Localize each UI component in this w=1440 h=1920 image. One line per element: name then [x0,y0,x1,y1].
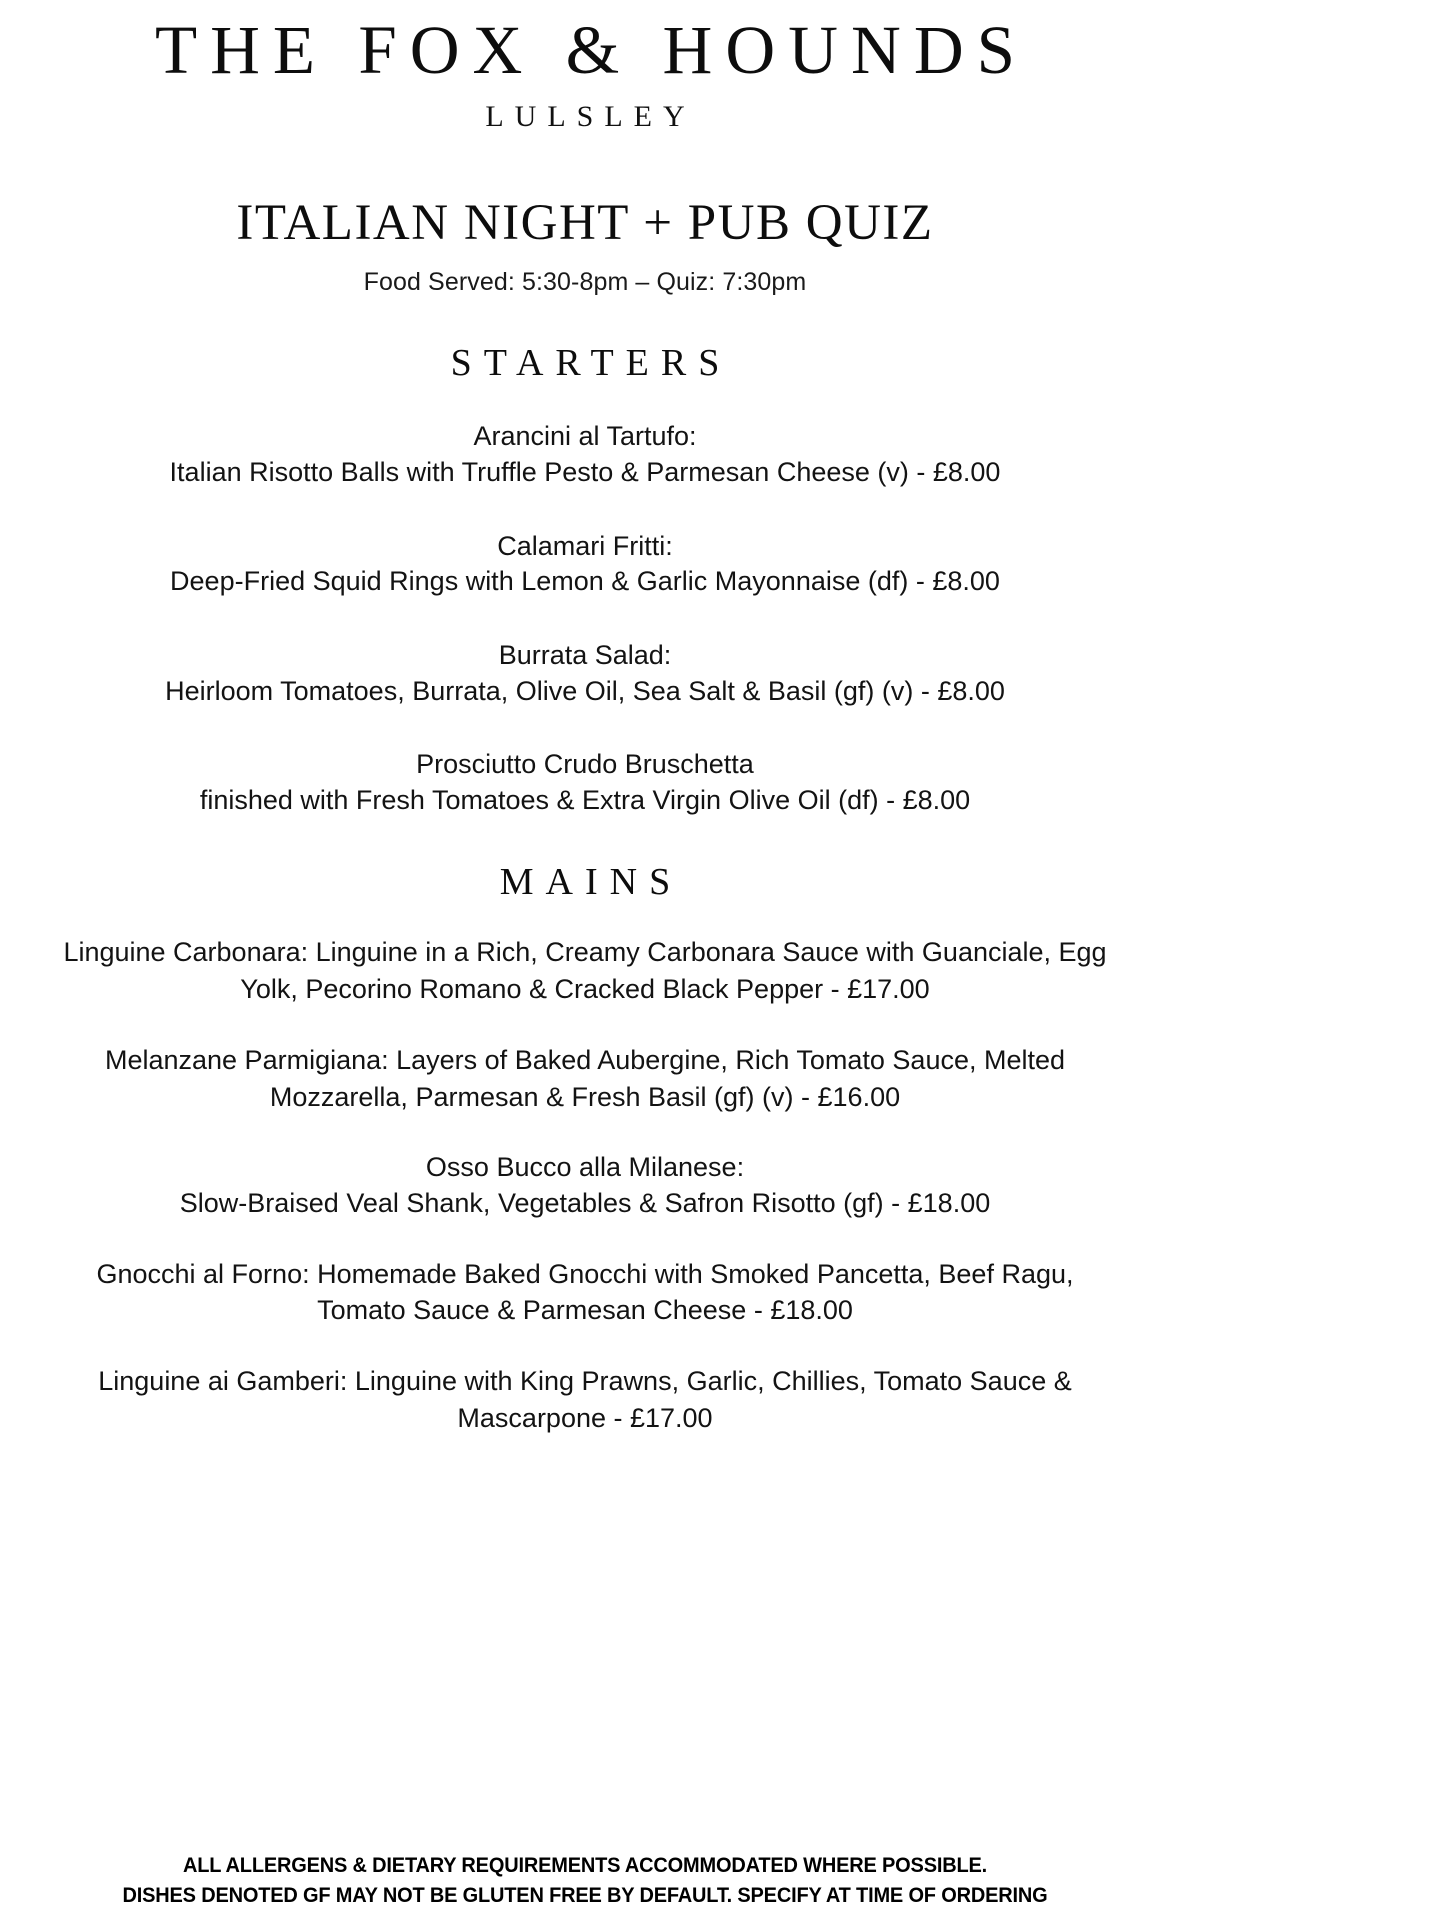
masthead [36,14,1134,134]
section-heading-mains: MAINS [499,861,683,904]
menu-item-description: Slow-Braised Veal Shank, Vegetables & Safron Risotto (gf) - £18.00 [179,1188,991,1219]
menu-item [36,1149,1134,1221]
menu-item [36,419,1134,490]
menu-item-name: Osso Bucco alla Milanese: [425,1152,745,1183]
menu-item [36,1042,1134,1115]
menu-item [36,747,1134,818]
disclaimer-line-allergens: ALL ALLERGENS & DIETARY REQUIREMENTS ACCOMMODATED WHERE POSSIBLE. [182,1852,988,1877]
menu-item-name: Burrata Salad: [498,639,672,670]
menu-item-text: Gnocchi al Forno: Homemade Baked Gnocchi with Smoked Pancetta, Beef Ragu, Tomato Sauce & Parmesan Cheese - £18.00 [96,1258,1074,1326]
event-times: Food Served: 5:30-8pm – Quiz: 7:30pm [363,268,807,297]
disclaimer-line-gluten: DISHES DENOTED GF MAY NOT BE GLUTEN FREE BY DEFAULT. SPECIFY AT TIME OF ORDERING [122,1882,1048,1907]
starters-item-list [36,419,1134,818]
menu-item [36,1256,1134,1329]
section-heading-starters: STARTERS [450,342,732,385]
menu-item-text: Linguine Carbonara: Linguine in a Rich, Creamy Carbonara Sauce with Guanciale, Egg Yolk, Pecorino Romano & Cracked Black Pepper - £17.00 [63,937,1107,1005]
mains-item-list [36,934,1134,1436]
event-block [36,194,1134,297]
event-title: ITALIAN NIGHT + PUB QUIZ [236,195,934,252]
menu-item [36,1363,1134,1436]
allergen-disclaimer [36,1816,1134,1910]
venue-name: THE FOX & HOUNDS [154,12,1029,88]
menu-item [36,934,1134,1007]
menu-item-text: Linguine ai Gamberi: Linguine with King Prawns, Garlic, Chillies, Tomato Sauce & Mascarpone - £17.00 [98,1366,1072,1433]
menu-item-name: Prosciutto Crudo Bruschetta [416,749,754,780]
menu-item-name: Calamari Fritti: [497,530,673,561]
section-starters [36,341,1134,818]
menu-item-description: Heirloom Tomatoes, Burrata, Olive Oil, Sea Salt & Basil (gf) (v) - £8.00 [165,675,1005,706]
menu-item-name: Arancini al Tartufo: [473,421,697,452]
menu-item [36,529,1134,600]
venue-location: LULSLEY [485,100,696,134]
menu-item-description: Italian Risotto Balls with Truffle Pesto & Parmesan Cheese (v) - £8.00 [169,457,1001,488]
section-mains [36,860,1134,1436]
menu-item-text: Melanzane Parmigiana: Layers of Baked Aubergine, Rich Tomato Sauce, Melted Mozzarella, Parmesan & Fresh Basil (gf) (v) - £16.00 [104,1044,1066,1112]
menu-item-description: finished with Fresh Tomatoes & Extra Virgin Olive Oil (df) - £8.00 [199,784,971,815]
menu-item [36,638,1134,709]
menu-item-description: Deep-Fried Squid Rings with Lemon & Garlic Mayonnaise (df) - £8.00 [170,566,1000,597]
